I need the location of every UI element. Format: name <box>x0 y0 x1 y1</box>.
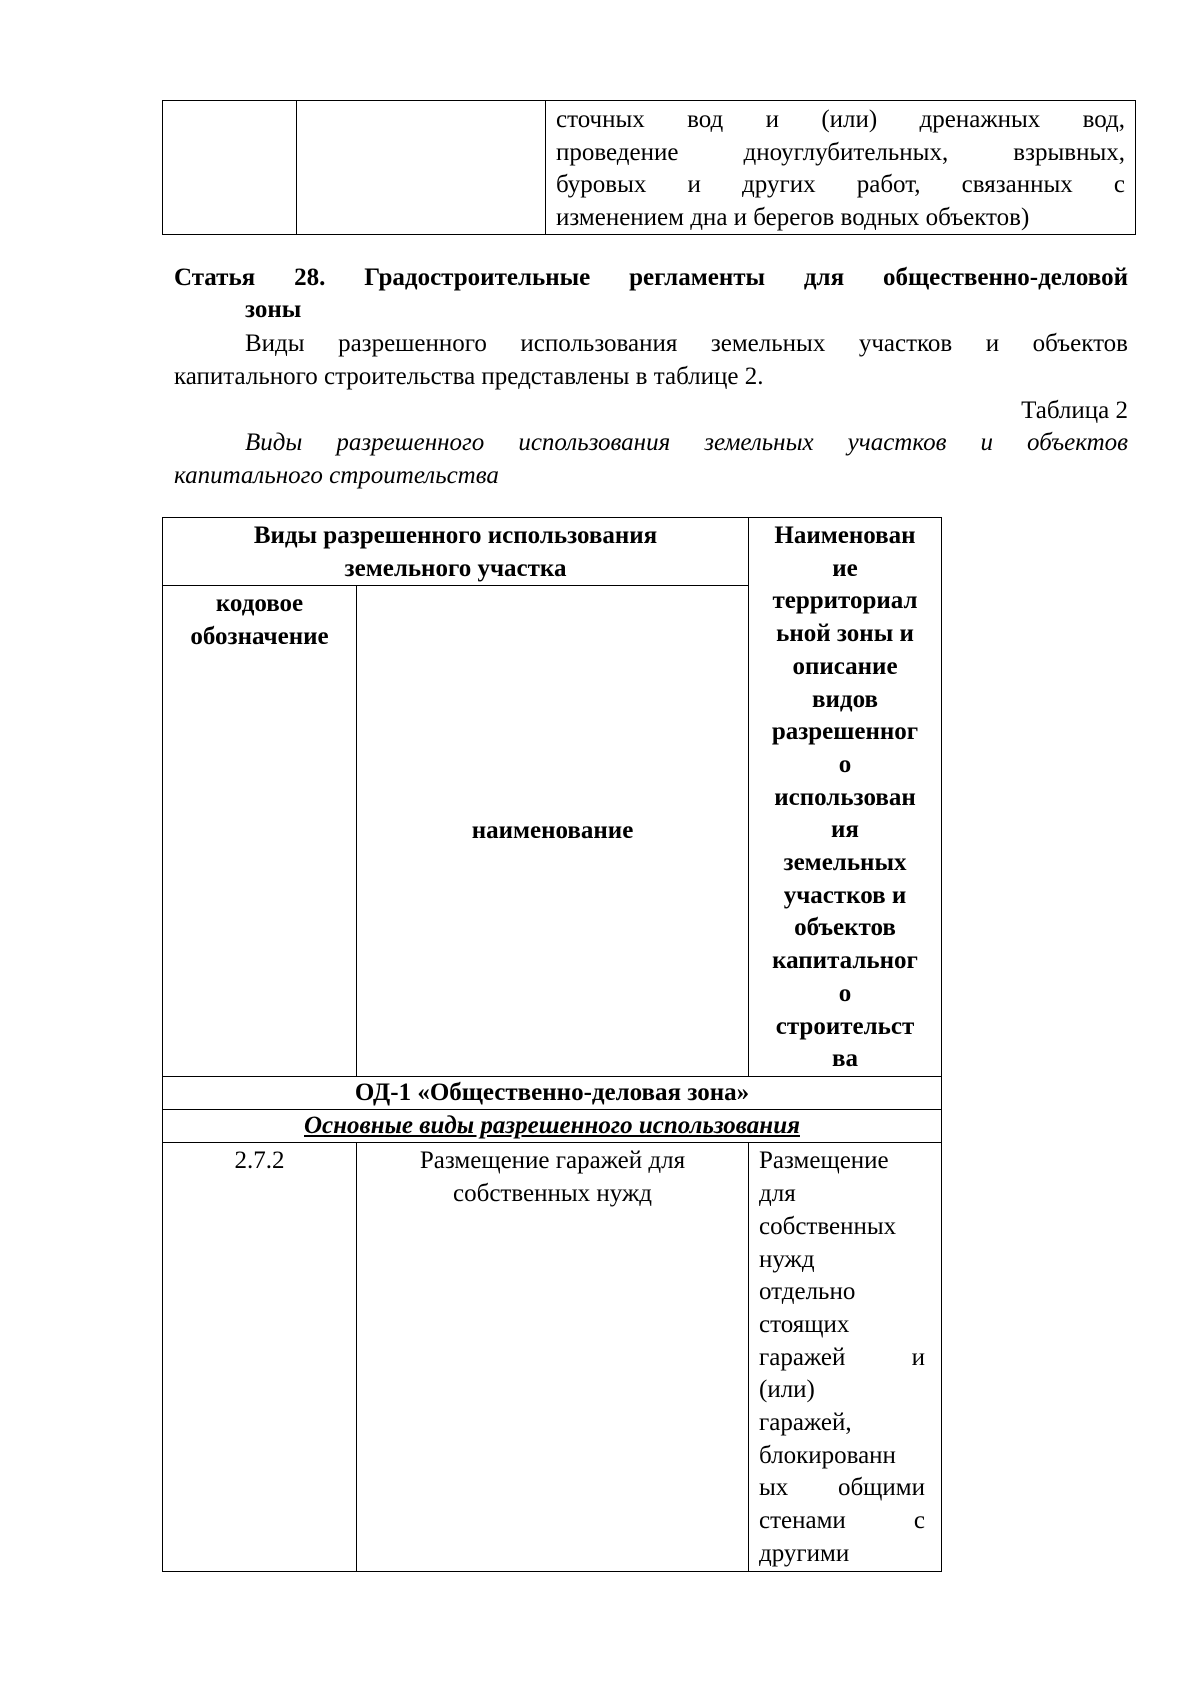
description-line: собственных <box>759 1212 897 1240</box>
table-caption <box>174 427 1128 492</box>
table-number-label: Таблица 2 <box>1021 397 1128 424</box>
caption-line: Виды разрешенного использования земельных участков и объектов <box>245 429 1128 456</box>
header-group-cell: Виды разрешенного использования земельного участка <box>163 518 749 586</box>
row-name-cell: Размещение гаражей для собственных нужд <box>357 1143 749 1571</box>
description-line: ых общими <box>759 1474 925 1502</box>
description-line: нужд <box>759 1245 815 1273</box>
zone-title-row <box>163 1077 942 1110</box>
header-line: территориал <box>772 587 918 615</box>
description-line: Размещение <box>759 1147 889 1175</box>
header-code-cell: кодовое обозначение <box>163 586 357 1077</box>
header-line: строительст <box>775 1012 915 1040</box>
header-line: объектов <box>794 914 896 942</box>
header-line: ьной зоны и <box>776 620 914 648</box>
paragraph-line: Виды разрешенного использования земельных участков и объектов <box>245 330 1128 357</box>
header-line: использован <box>774 783 916 811</box>
header-line: разрешенног <box>771 718 919 746</box>
header-line: капитальног <box>772 947 918 975</box>
table-row <box>163 1143 942 1571</box>
table-cell-description <box>546 101 1136 235</box>
continued-table-fragment <box>162 100 1136 235</box>
header-line: земельных <box>783 849 907 877</box>
header-line: ие <box>832 554 858 582</box>
table-cell-empty <box>163 101 297 235</box>
heading-line: зоны <box>245 296 302 323</box>
description-line: гаражей, <box>759 1409 852 1437</box>
table-row <box>163 101 1136 235</box>
description-line: стенами с <box>759 1507 925 1535</box>
description-line: блокированн <box>759 1441 896 1469</box>
header-line: о <box>838 750 852 778</box>
description-line: стоящих <box>759 1310 850 1338</box>
section-title-text: Основные виды разрешенного использования <box>304 1112 800 1140</box>
header-line: ия <box>831 816 859 844</box>
text-line: буровых и других работ, связанных с <box>556 171 1125 198</box>
header-line: описание <box>792 652 898 680</box>
header-line: видов <box>812 685 878 713</box>
table-header-row <box>163 518 942 586</box>
text-line: изменением дна и берегов водных объектов) <box>556 203 1030 231</box>
header-line: о <box>838 979 852 1007</box>
header-line: ва <box>831 1045 858 1073</box>
paragraph-line: капитального строительства представлены в таблице 2. <box>174 362 764 390</box>
header-line: участков и <box>783 881 907 909</box>
article-paragraph <box>174 328 1128 393</box>
table-cell-empty <box>297 101 546 235</box>
description-line: другими <box>759 1539 850 1567</box>
row-description-cell <box>749 1143 942 1571</box>
zone-title-cell: ОД-1 «Общественно-деловая зона» <box>163 1077 942 1110</box>
text-line: сточных вод и (или) дренажных вод, <box>556 106 1125 133</box>
caption-line: капитального строительства <box>174 461 499 489</box>
section-title-row <box>163 1110 942 1143</box>
section-title-cell <box>163 1110 942 1143</box>
description-line: отдельно <box>759 1278 856 1306</box>
description-line: (или) <box>759 1376 815 1404</box>
description-line: гаражей и <box>759 1343 925 1371</box>
row-code-cell: 2.7.2 <box>163 1143 357 1571</box>
text-line: проведение дноуглубительных, взрывных, <box>556 138 1125 166</box>
header-zone-description-cell <box>749 518 942 1077</box>
header-line: Наименован <box>774 522 916 549</box>
land-use-table <box>162 517 942 1572</box>
heading-line: Статья 28. Градостроительные регламенты для общественно-деловой <box>174 264 1128 291</box>
description-line: для <box>759 1180 796 1208</box>
article-heading <box>174 262 1128 326</box>
header-name-cell: наименование <box>357 586 749 1077</box>
